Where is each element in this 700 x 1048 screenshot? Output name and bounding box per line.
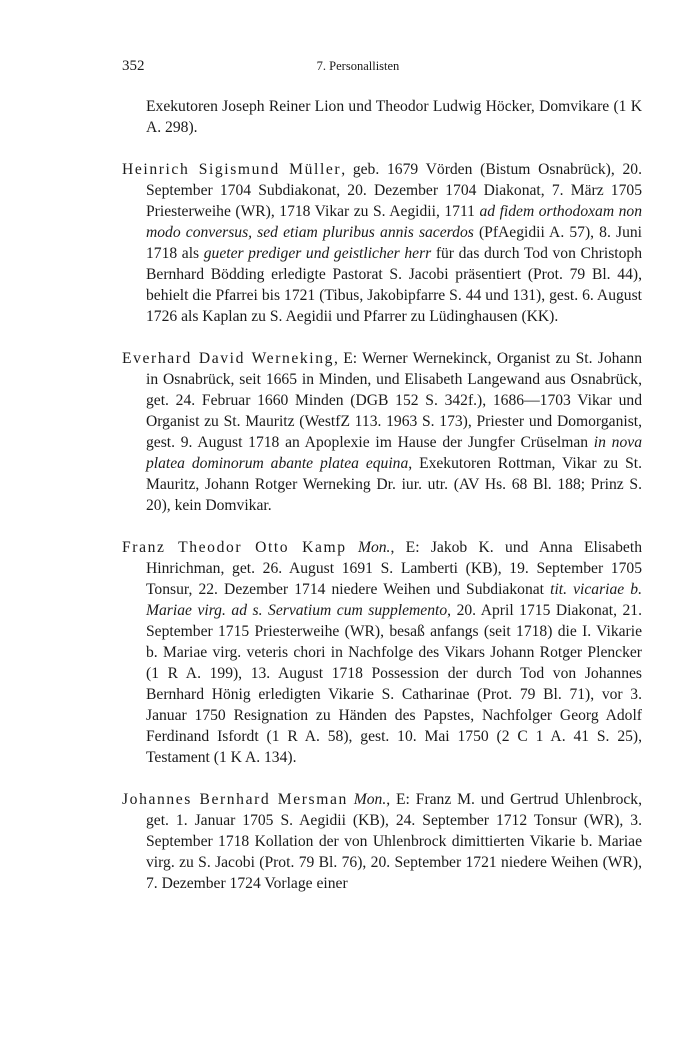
body-text: [122, 96, 642, 915]
page-number: 352: [122, 58, 145, 74]
person-name: Everhard David Werneking: [122, 350, 335, 367]
entry-kamp: Franz Theodor Otto Kamp Mon., E: Jakob K. und Anna Elisabeth Hinrichman, get. 26. August 1691 S. Lamberti (KB), 19. September 1705 Tonsur, 22. Dezember 1714 niedere Weihen und Subdiakonat tit. vicariae b. Mariae virg. ad s. Servatium cum supplemento, 20. April 1715 Diakonat, 21. September 1715 Priesterweihe (WR), besaß anfangs (seit 1718) die I. Vikarie b. Mariae virg. veteris chori in Nachfolge des Vikars Johann Rotger Plencker (1 R A. 199), 13. August 1718 Possession der durch Tod von Johannes Bernhard Hönig erledigten Vikarie S. Catharinae (Prot. 79 Bl. 71), vor 3. Januar 1750 Resignation zu Händen des Papstes, Nachfolger Georg Adolf Ferdinand Isfordt (1 R A. 58), gest. 10. Mai 1750 (2 C 1 A. 41 S. 25), Testament (1 K A. 134).: [122, 539, 642, 766]
person-name: Franz Theodor Otto Kamp: [122, 539, 347, 556]
entry-mueller: Heinrich Sigismund Müller, geb. 1679 Vörden (Bistum Osnabrück), 20. September 1704 Subdiakonat, 20. Dezember 1704 Diakonat, 7. März 1705 Priesterweihe (WR), 1718 Vikar zu S. Aegidii, 1711 ad fidem orthodoxam non modo conversus, sed etiam pluribus annis sacerdos (PfAegidii A. 57), 8. Juni 1718 als gueter prediger und geistlicher herr für das durch Tod von Christoph Bernhard Bödding erledigte Pastorat S. Jacobi präsentiert (Prot. 79 Bl. 44), behielt die Pfarrei bis 1721 (Tibus, Jakobipfarre S. 44 und 131), gest. 6. August 1726 als Kaplan zu S. Aegidii und Pfarrer zu Lüdinghausen (KK).: [122, 161, 643, 325]
person-name: Heinrich Sigismund Müller: [122, 161, 342, 178]
entry-continuation: Exekutoren Joseph Reiner Lion und Theodor Ludwig Höcker, Domvikare (1 K A. 298).: [146, 98, 642, 136]
entry-werneking: Everhard David Werneking, E: Werner Wernekinck, Organist zu St. Johann in Osnabrück, seit 1665 in Minden, und Elisabeth Langewand aus Osnabrück, get. 24. Februar 1660 Minden (DGB 152 S. 342f.), 1686—1703 Vikar und Organist zu St. Mauritz (WestfZ 113. 1963 S. 173), Priester und Domorganist, gest. 9. August 1718 an Apoplexie im Hause der Jungfer Crüselman in nova platea dominorum abante platea equina, Exekutoren Rottman, Vikar zu St. Mauritz, Johann Rotger Werneking Dr. iur. utr. (AV Hs. 68 Bl. 188; Prinz S. 20), kein Domvikar.: [122, 350, 642, 514]
running-title: 7. Personallisten: [316, 59, 400, 73]
page-header: [122, 58, 594, 78]
person-name: Johannes Bernhard Mersman: [122, 791, 348, 808]
entry-mersman: Johannes Bernhard Mersman Mon., E: Franz M. und Gertrud Uhlenbrock, get. 1. Januar 1705 S. Aegidii (KB), 24. September 1712 Tonsur (WR), 3. September 1718 Kollation der von Uhlenbrock dimittierten Vikarie b. Mariae virg. zu S. Jacobi (Prot. 79 Bl. 76), 20. September 1721 niedere Weihen (WR), 7. Dezember 1724 Vorlage einer: [122, 791, 642, 892]
